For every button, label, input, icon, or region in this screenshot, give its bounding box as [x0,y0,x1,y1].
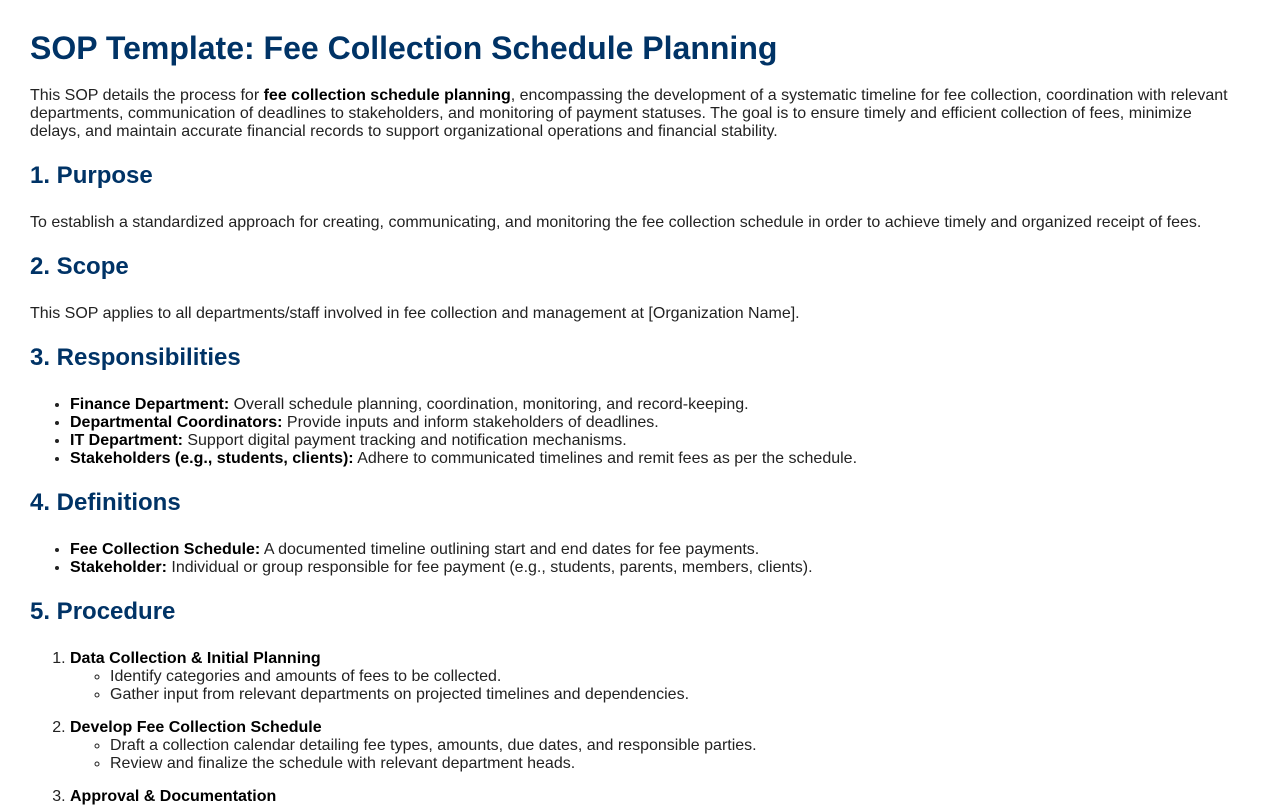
substep-item: ◦ Identify categories and amounts of fees to be collected. [110,668,1233,686]
scope-text: This SOP applies to all departments/staff involved in fee collection and management at [Organization Name]. [30,305,800,322]
procedure-section [30,598,1233,806]
purpose-text: To establish a standardized approach for creating, communicating, and monitoring the fee collection schedule in order to achieve timely and organized receipt of fees. [30,214,1202,231]
substep-item: ◦ Review and finalize the schedule with relevant department heads. [110,755,1233,773]
intro-text-end: , encompassing the development of a systematic timeline for fee collection, coordination with relevant departments, communication of deadlines to stakeholders, and monitoring of payment statuses. The goal is to ensure timely and efficient collection of fees, minimize delays, and maintain accurate financial records to support organizational operations and financial stability. [30,87,1228,140]
responsibilities-heading: 3. Responsibilities [30,344,241,371]
list-item [70,414,1233,432]
step-title: Develop Fee Collection Schedule [70,719,322,736]
substep-item: ◦ Gather input from relevant departments on projected timelines and dependencies. [110,686,1233,704]
responsibilities-list [30,396,1233,468]
intro-text-start: This SOP details the process for [30,87,264,104]
step-title: Data Collection & Initial Planning [70,650,321,667]
list-item [70,432,1233,450]
list-item [70,396,1233,414]
step-title: Approval & Documentation [70,788,277,805]
definitions-heading: 4. Definitions [30,489,181,516]
responsibilities-section [30,344,1233,468]
procedure-step [70,788,1233,806]
list-item-term: Departmental Coordinators: [70,414,283,431]
procedure-step [70,719,1233,773]
substep-item: ◦ Draft a collection calendar detailing fee types, amounts, due dates, and responsible parties. [110,737,1233,755]
intro-bold-term: fee collection schedule planning [263,87,511,104]
scope-section [30,253,1233,323]
procedure-steps [30,650,1233,806]
list-item-term: IT Department: [70,432,183,449]
purpose-section [30,162,1233,232]
list-item-term: Finance Department: [70,396,230,413]
purpose-heading: 1. Purpose [30,162,153,189]
list-item [70,541,1233,559]
list-item-desc: A documented timeline outlining start and end dates for fee payments. [260,541,760,558]
step-substeps [70,737,1233,773]
list-item-desc: Support digital payment tracking and notification mechanisms. [182,432,627,449]
list-item-term: Stakeholder: [70,559,167,576]
step-substeps [70,668,1233,704]
list-item-desc: Overall schedule planning, coordination, monitoring, and record-keeping. [229,396,749,413]
procedure-heading: 5. Procedure [30,598,176,625]
list-item-desc: Provide inputs and inform stakeholders of deadlines. [282,414,659,431]
definitions-list [30,541,1233,577]
list-item [70,559,1233,577]
list-item-term: Stakeholders (e.g., students, clients): [70,450,354,467]
scope-heading: 2. Scope [30,253,129,280]
list-item-term: Fee Collection Schedule: [70,541,261,558]
list-item [70,450,1233,468]
procedure-step [70,650,1233,704]
list-item-desc: Individual or group responsible for fee payment (e.g., students, parents, members, clients). [166,559,813,576]
page-title: SOP Template: Fee Collection Schedule Planning [30,30,778,66]
definitions-section [30,489,1233,577]
intro-paragraph [30,87,1233,141]
list-item-desc: Adhere to communicated timelines and remit fees as per the schedule. [353,450,858,467]
